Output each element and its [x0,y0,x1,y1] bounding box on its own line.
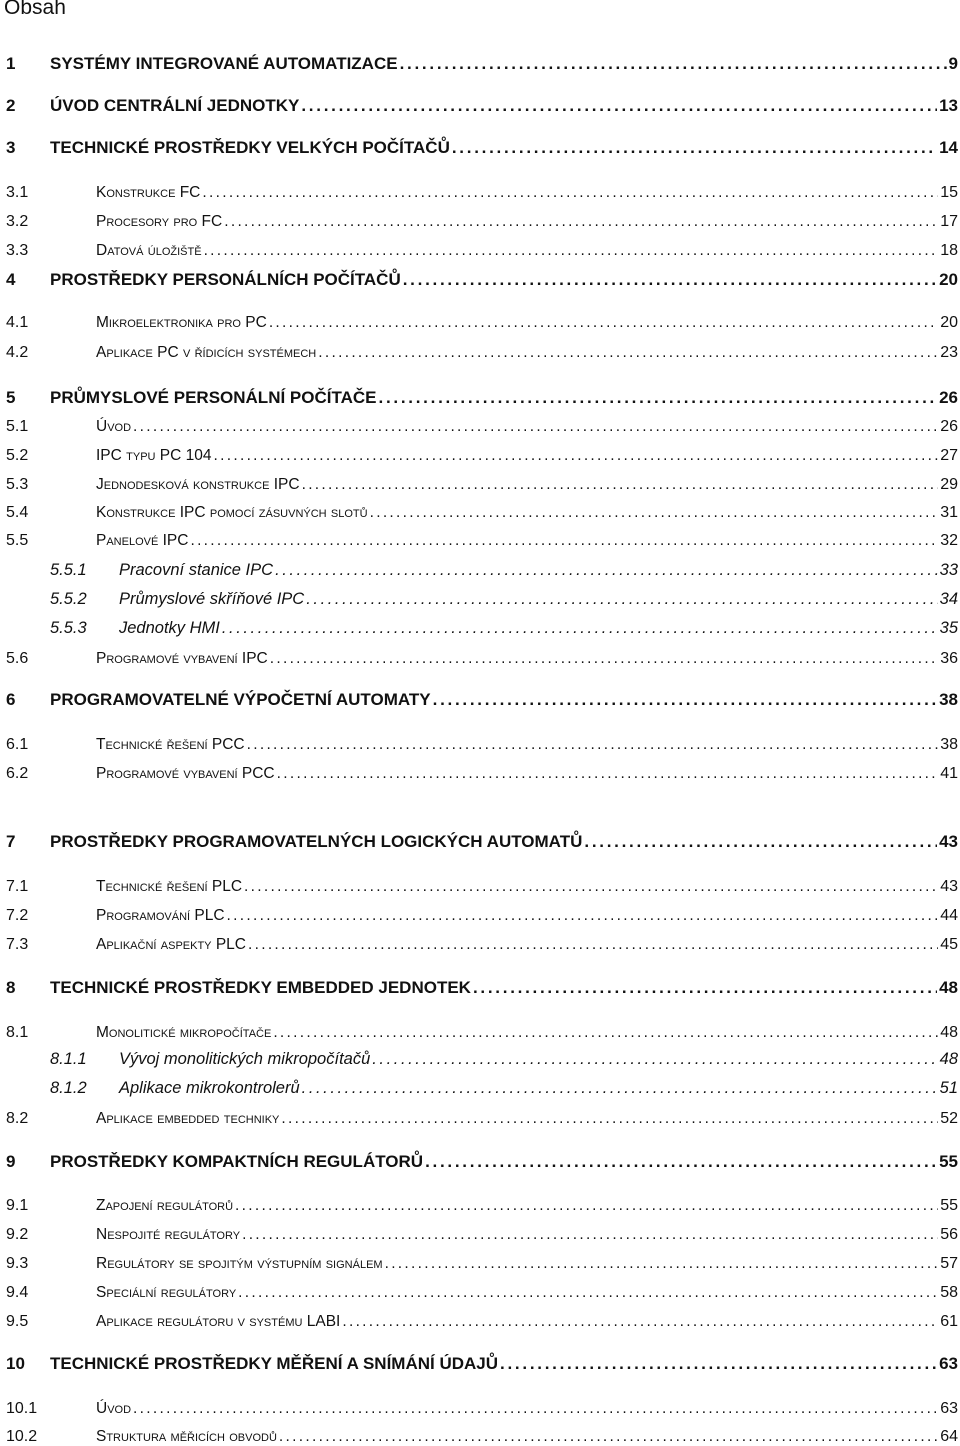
toc-entry-page: 55 [939,1152,958,1171]
toc-entry[interactable] [0,972,960,998]
toc-dot-leader [372,1050,937,1069]
toc-entry-page: 27 [940,447,958,464]
toc-entry[interactable] [0,468,960,494]
toc-entry-title: Vývoj monolitických mikropočítačů [119,1050,371,1068]
toc-entry-number: 3.3 [6,242,29,259]
toc-entry-number: 6.2 [6,765,29,782]
toc-entry-title: Jednotky HMI [119,619,220,637]
toc-entry-page: 20 [940,314,958,331]
toc-dot-leader [214,447,939,465]
toc-entry-page: 52 [940,1110,958,1127]
toc-entry-page: 61 [940,1313,958,1330]
toc-dot-leader [242,1226,938,1244]
toc-entry-number: 5.4 [6,504,29,521]
toc-entry-title: Speciální regulátory [96,1284,237,1301]
toc-entry[interactable] [0,1102,960,1128]
toc-dot-leader [269,314,938,332]
toc-dot-leader [306,590,937,609]
toc-dot-leader [227,907,939,925]
toc-entry-page: 64 [940,1428,958,1445]
toc-dot-leader [473,978,937,998]
toc-entry-number: 5.5 [6,532,29,549]
toc-entry-title: Struktura měřicích obvodů [96,1428,277,1445]
toc-entry-title: Mikroelektronika pro PC [96,314,267,331]
toc-entry-page: 26 [940,418,958,435]
toc-dot-leader [370,504,939,522]
toc-entry-number: 7 [6,832,16,851]
toc-entry-number: 5.2 [6,447,29,464]
toc-dot-leader [385,1255,939,1273]
toc-entry[interactable] [0,1146,960,1172]
toc-entry-page: 58 [940,1284,958,1301]
toc-entry-page: 29 [940,476,958,493]
toc-entry[interactable] [0,306,960,332]
toc-entry-number: 2 [6,96,16,115]
toc-entry-page: 38 [939,690,958,709]
toc-dot-leader [204,242,939,260]
toc-entry[interactable] [0,583,960,609]
toc-entry-page: 26 [939,388,958,407]
toc-dot-leader [403,270,937,290]
toc-entry[interactable] [0,1218,960,1244]
toc-entry[interactable] [0,612,960,638]
toc-entry[interactable] [0,1043,960,1069]
toc-entry-page: 17 [940,213,958,230]
toc-entry-title: Konstrukce IPC pomocí zásuvných slotů [96,504,368,521]
toc-entry[interactable] [0,234,960,260]
toc-entry-page: 48 [939,1050,958,1068]
toc-entry-title: SYSTÉMY INTEGROVANÉ AUTOMATIZACE [50,54,398,73]
toc-entry-page: 45 [940,936,958,953]
toc-dot-leader [279,1428,938,1446]
toc-entry[interactable] [0,1189,960,1215]
toc-entry-number: 9.3 [6,1255,29,1272]
toc-entry-number: 3.2 [6,213,29,230]
toc-entry-page: 57 [940,1255,958,1272]
toc-entry-page: 32 [940,532,958,549]
toc-entry-number: 7.3 [6,936,29,953]
toc-entry-title: Aplikace mikrokontrolerů [119,1079,300,1097]
toc-dot-leader [500,1354,937,1374]
toc-entry-title: PROGRAMOVATELNÉ VÝPOČETNÍ AUTOMATY [50,690,431,709]
toc-entry-title: Úvod [96,418,132,435]
toc-entry-title: Aplikace PC v řídicích systémech [96,344,317,361]
toc-entry[interactable] [0,1305,960,1331]
toc-entry[interactable] [0,928,960,954]
toc-entry-page: 63 [940,1400,958,1417]
toc-entry-title: Procesory pro FC [96,213,223,230]
toc-entry-number: 3 [6,138,16,157]
toc-entry-title: Jednodesková konstrukce IPC [96,476,300,493]
toc-entry[interactable] [0,132,960,158]
toc-dot-leader [202,184,938,202]
toc-entry[interactable] [0,1392,960,1418]
toc-entry[interactable] [0,410,960,436]
toc-entry-page: 38 [940,736,958,753]
toc-entry-title: PROSTŘEDKY KOMPAKTNÍCH REGULÁTORŮ [50,1152,424,1171]
toc-entry-title: IPC typu PC 104 [96,447,212,464]
toc-dot-leader [302,1079,938,1098]
toc-dot-leader [433,690,937,710]
toc-entry-number: 7.1 [6,878,29,895]
toc-entry[interactable] [0,336,960,362]
toc-entry-number: 8.1.2 [50,1079,87,1097]
toc-dot-leader [133,418,938,436]
toc-entry-number: 8.1 [6,1024,29,1041]
toc-dot-leader [235,1197,938,1215]
toc-entry-title: Technické řešení PLC [96,878,243,895]
toc-entry-title: Nespojité regulátory [96,1226,241,1243]
toc-entry-page: 36 [940,650,958,667]
toc-entry-title: Aplikační aspekty PLC [96,936,246,953]
toc-entry-page: 35 [939,619,958,637]
toc-dot-leader [222,619,938,638]
toc-entry-title: Zapojení regulátorů [96,1197,234,1214]
toc-heading: Obsah [4,0,66,19]
toc-entry-page: 14 [939,138,958,157]
toc-entry-title: Aplikace regulátoru v systému LABI [96,1313,341,1330]
toc-entry-title: Konstrukce FC [96,184,201,201]
toc-entry-page: 34 [939,590,958,608]
toc-entry[interactable] [0,90,960,116]
toc-entry[interactable] [0,1348,960,1374]
toc-entry[interactable] [0,1247,960,1273]
toc-dot-leader [301,96,937,116]
toc-dot-leader [238,1284,938,1302]
toc-entry-number: 4 [6,270,16,289]
toc-entry[interactable] [0,382,960,408]
toc-entry-page: 48 [939,978,958,997]
toc-dot-leader [425,1152,937,1172]
toc-entry-title: Programování PLC [96,907,225,924]
toc-dot-leader [244,878,938,896]
toc-dot-leader [281,1110,938,1128]
toc-entry[interactable] [0,1420,960,1446]
toc-entry-title: Datová úložiště [96,242,202,259]
toc-entry-title: Programové vybavení PCC [96,765,275,782]
toc-entry-page: 48 [940,1024,958,1041]
toc-entry-page: 41 [940,765,958,782]
toc-entry-number: 10 [6,1354,25,1373]
toc-dot-leader [275,561,938,580]
toc-entry-page: 63 [939,1354,958,1373]
toc-entry[interactable] [0,48,960,74]
toc-entry[interactable] [0,524,960,550]
toc-entry-title: Programové vybavení IPC [96,650,268,667]
toc-entry-number: 9 [6,1152,16,1171]
toc-entry-title: Regulátory se spojitým výstupním signálem [96,1255,383,1272]
toc-entry-number: 9.4 [6,1284,29,1301]
toc-entry-title: PROSTŘEDKY PERSONÁLNÍCH POČÍTAČŮ [50,270,401,289]
toc-entry-number: 6.1 [6,736,29,753]
toc-entry[interactable] [0,264,960,290]
toc-entry[interactable] [0,642,960,668]
toc-entry[interactable] [0,757,960,783]
toc-dot-leader [224,213,938,231]
toc-entry-number: 9.5 [6,1313,29,1330]
toc-dot-leader [273,1024,938,1042]
toc-entry-number: 8 [6,978,16,997]
toc-dot-leader [190,532,938,550]
toc-entry-number: 8.2 [6,1110,29,1127]
toc-dot-leader [133,1400,938,1418]
toc-entry-number: 6 [6,690,16,709]
toc-entry-number: 5.5.1 [50,561,87,579]
toc-entry-page: 43 [939,832,958,851]
toc-entry-number: 9.2 [6,1226,29,1243]
toc-entry-number: 9.1 [6,1197,29,1214]
toc-entry-title: PROSTŘEDKY PROGRAMOVATELNÝCH LOGICKÝCH AUTOMATŮ [50,832,583,851]
toc-entry-title: TECHNICKÉ PROSTŘEDKY VELKÝCH POČÍTAČŮ [50,138,450,157]
toc-entry[interactable] [0,870,960,896]
toc-entry-page: 9 [948,54,958,73]
toc-dot-leader [318,344,938,362]
toc-entry[interactable] [0,1016,960,1042]
toc-entry-number: 3.1 [6,184,29,201]
toc-entry-number: 5.1 [6,418,29,435]
toc-dot-leader [270,650,938,668]
toc-entry[interactable] [0,496,960,522]
toc-entry[interactable] [0,205,960,231]
toc-entry[interactable] [0,439,960,465]
toc-entry-page: 43 [940,878,958,895]
toc-entry[interactable] [0,684,960,710]
toc-entry[interactable] [0,554,960,580]
toc-dot-leader [379,388,938,408]
toc-dot-leader [342,1313,938,1331]
toc-entry-title: Úvod [96,1400,132,1417]
toc-entry-title: PRŮMYSLOVÉ PERSONÁLNÍ POČÍTAČE [50,388,377,407]
toc-dot-leader [452,138,937,158]
toc-entry-title: Panelové IPC [96,532,189,549]
toc-entry-number: 5.6 [6,650,29,667]
toc-entry-title: TECHNICKÉ PROSTŘEDKY MĚŘENÍ A SNÍMÁNÍ ÚDAJŮ [50,1354,499,1373]
toc-entry-page: 44 [940,907,958,924]
toc-entry[interactable] [0,728,960,754]
toc-entry-number: 1 [6,54,16,73]
toc-dot-leader [277,765,939,783]
toc-entry[interactable] [0,176,960,202]
toc-entry-number: 5 [6,388,16,407]
toc-entry-title: TECHNICKÉ PROSTŘEDKY EMBEDDED JEDNOTEK [50,978,471,997]
toc-entry-title: Monolitické mikropočítače [96,1024,272,1041]
toc-entry-page: 51 [939,1079,958,1097]
toc-entry-number: 8.1.1 [50,1050,87,1068]
toc-entry-number: 4.1 [6,314,29,331]
toc-entry-number: 5.3 [6,476,29,493]
toc-entry-page: 31 [940,504,958,521]
toc-dot-leader [247,736,939,754]
toc-entry-number: 5.5.3 [50,619,87,637]
toc-entry-page: 55 [940,1197,958,1214]
toc-entry-page: 33 [939,561,958,579]
toc-entry-page: 23 [940,344,958,361]
toc-entry-page: 13 [939,96,958,115]
toc-entry-page: 18 [940,242,958,259]
toc-entry-number: 4.2 [6,344,29,361]
toc-entry-number: 10.1 [6,1400,38,1417]
toc-entry-title: ÚVOD CENTRÁLNÍ JEDNOTKY [50,96,300,115]
toc-entry-page: 20 [939,270,958,289]
toc-entry[interactable] [0,899,960,925]
toc-entry-number: 7.2 [6,907,29,924]
toc-dot-leader [400,54,947,74]
toc-dot-leader [302,476,939,494]
toc-dot-leader [584,832,937,852]
toc-entry-page: 15 [940,184,958,201]
toc-entry[interactable] [0,826,960,852]
toc-entry-number: 5.5.2 [50,590,87,608]
toc-entry-page: 56 [940,1226,958,1243]
toc-entry[interactable] [0,1276,960,1302]
toc-entry-title: Průmyslové skříňové IPC [119,590,305,608]
toc-entry-title: Technické řešení PCC [96,736,245,753]
toc-entry-number: 10.2 [6,1428,38,1445]
toc-entry-title: Aplikace embedded techniky [96,1110,280,1127]
toc-entry-title: Pracovní stanice IPC [119,561,274,579]
toc-dot-leader [248,936,938,954]
toc-entry[interactable] [0,1072,960,1098]
